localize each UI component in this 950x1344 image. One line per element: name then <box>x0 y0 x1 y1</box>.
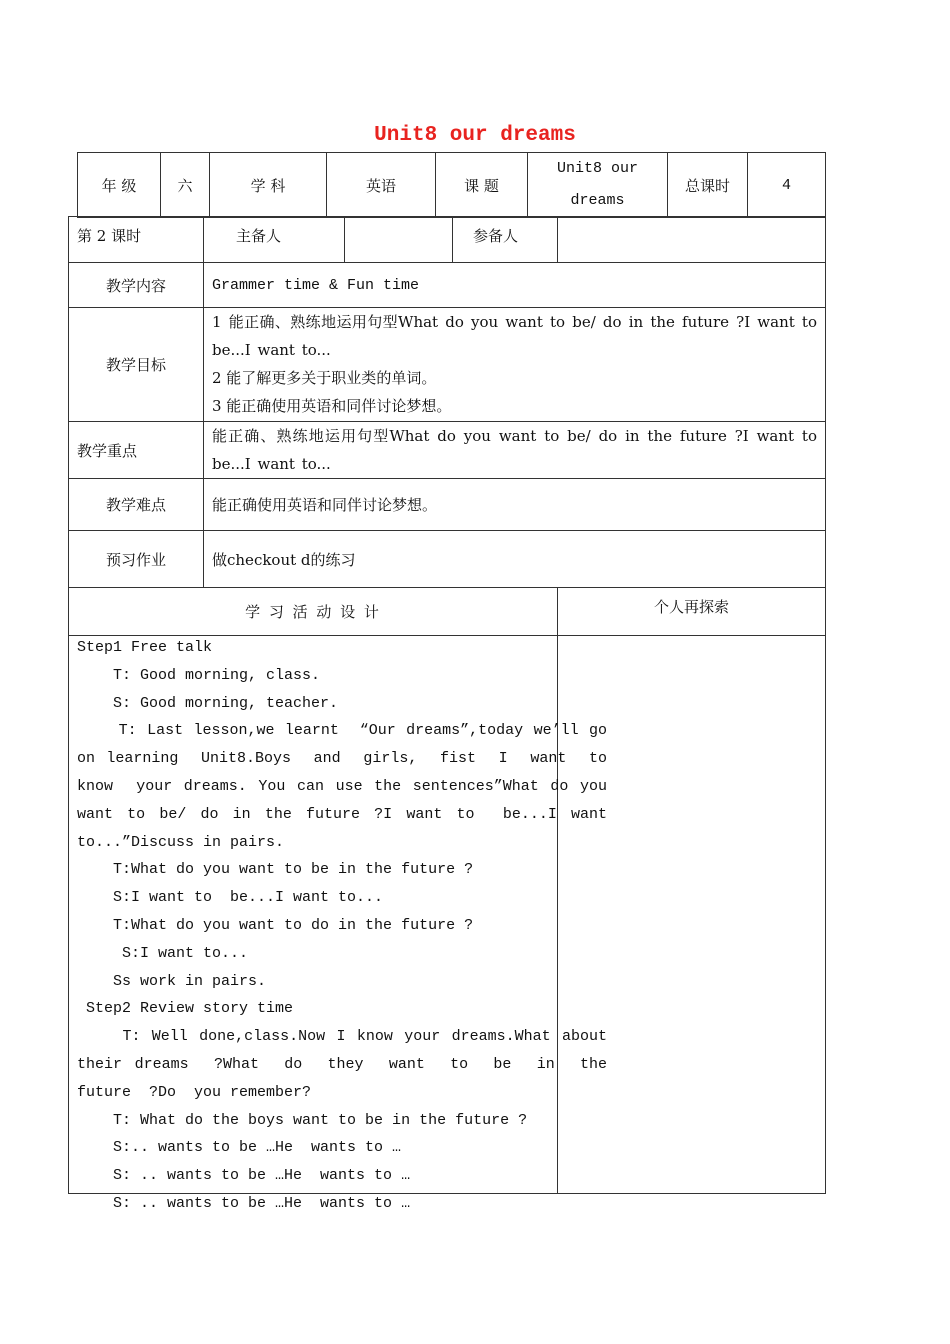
activity-line: T: What do the boys want to be in the future ? <box>77 1111 528 1129</box>
subject-value: 英语 <box>327 153 436 218</box>
activity-line: T:What do you want to be in the future ? <box>77 861 474 879</box>
participant-label: 参备人 <box>453 217 558 263</box>
total-value: 4 <box>748 153 826 218</box>
header-table <box>77 152 826 218</box>
grade-value: 六 <box>161 153 210 218</box>
key-value: 能正确、熟练地运用句型What do you want to be/ do in the future ?I want to be...I want to... <box>204 422 826 479</box>
participant-value <box>558 217 826 263</box>
activity-text <box>77 634 626 1218</box>
page-title: Unit8 our dreams <box>374 124 576 147</box>
activity-line: S:I want to be...I want to... <box>77 889 384 907</box>
activity-line: T: Good morning, class. <box>77 666 321 684</box>
total-label: 总课时 <box>668 153 748 218</box>
grade-label: 年 级 <box>78 153 161 218</box>
goal-3: 3 能正确使用英语和同伴讨论梦想。 <box>212 397 452 415</box>
topic-label: 课 题 <box>436 153 528 218</box>
activity-line: S: .. wants to be …He wants to … <box>77 1194 411 1212</box>
lead-value <box>345 217 453 263</box>
activity-line: S: Good morning, teacher. <box>77 694 339 712</box>
activity-line: T:What do you want to do in the future ? <box>77 916 474 934</box>
topic-value <box>528 153 668 218</box>
difficulty-label: 教学难点 <box>69 479 204 531</box>
content-value: Grammer time & Fun time <box>204 263 826 308</box>
activity-line: Step1 Free talk <box>77 639 213 656</box>
key-label: 教学重点 <box>69 422 204 479</box>
topic-value-line1: Unit8 our <box>556 160 638 177</box>
lead-label: 主备人 <box>204 217 345 263</box>
subject-label: 学 科 <box>210 153 327 218</box>
activity-line: T: Last lesson,we learnt “Our dreams”,today we’ll go on learning Unit8.Boys and girls, fist I want to know your dreams. You can use the sentences”What do you want to be/ do in the future ?I want to be...I want to...”Discuss in pairs. <box>77 722 626 851</box>
lesson-number-label: 第 2 课时 <box>77 227 142 245</box>
content-label: 教学内容 <box>69 263 204 308</box>
activity-line: Step2 Review story time <box>77 1000 294 1018</box>
activity-line: S:I want to... <box>77 944 249 962</box>
design-label: 学 习 活 动 设 计 <box>69 588 558 636</box>
lesson-label <box>69 217 204 263</box>
topic-value-line2: dreams <box>570 192 625 209</box>
homework-value: 做checkout d的练习 <box>204 531 826 588</box>
goals-label: 教学目标 <box>69 308 204 422</box>
activity-line: T: Well done,class.Now I know your dreams.What about their dreams ?What do they want to be in the future ?Do you remember? <box>77 1028 626 1101</box>
activity-line: S: .. wants to be …He wants to … <box>77 1167 411 1185</box>
goal-1: 1 能正确、熟练地运用句型What do you want to be/ do in the future ?I want to be...I want to... <box>212 313 817 359</box>
explore-label: 个人再探索 <box>558 588 826 636</box>
activity-line: Ss work in pairs. <box>77 972 267 990</box>
activity-line: S:.. wants to be …He wants to … <box>77 1139 402 1157</box>
goals-value <box>204 308 826 422</box>
difficulty-value: 能正确使用英语和同伴讨论梦想。 <box>204 479 826 531</box>
goal-2: 2 能了解更多关于职业类的单词。 <box>212 369 437 387</box>
homework-label: 预习作业 <box>69 531 204 588</box>
